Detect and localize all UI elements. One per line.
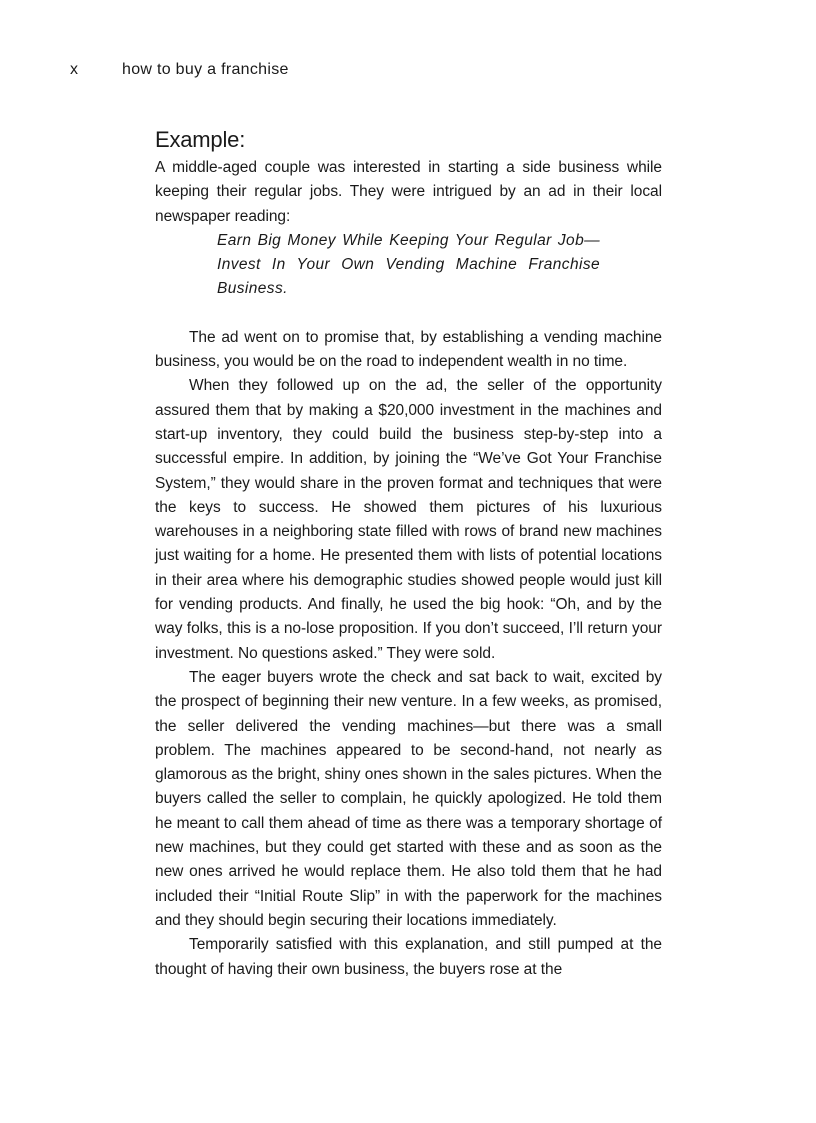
intro-paragraph: A middle-aged couple was interested in starting a side business while keeping their regular jobs. They were intrigued by an ad in their local newspaper reading: bbox=[155, 159, 662, 225]
page-body bbox=[155, 126, 662, 982]
running-title: how to buy a franchise bbox=[122, 61, 289, 78]
section-heading: Example: bbox=[155, 127, 246, 152]
body-paragraph: The eager buyers wrote the check and sat back to wait, excited by the prospect of beginning their new venture. In a few weeks, as promised, the seller delivered the vending machines—but there was a small problem. The machines appeared to be second-hand, not nearly as glamorous as the bright, shiny ones shown in the sales pictures. When the buyers called the seller to complain, he quickly apologized. He told them he meant to call them ahead of time as there was a temporary shortage of new machines, but they could get started with these and as soon as the new ones arrived he would replace them. He also told them that he had included their “Initial Route Slip” in with the paperwork for the machines and they should begin securing their locations immediately. bbox=[155, 668, 662, 929]
body-paragraph: The ad went on to promise that, by establishing a vending machine business, you would be on the road to independent wealth in no time. bbox=[155, 328, 662, 371]
page-number: x bbox=[70, 61, 79, 78]
running-header bbox=[70, 61, 289, 79]
body-paragraph: When they followed up on the ad, the seller of the opportunity assured them that by making a $20,000 investment in the machines and start-up inventory, they could build the business step-by-step into a successful empire. In addition, by joining the “We’ve Got Your Franchise System,” they would share in the proven format and techniques that were the keys to success. He showed them pictures of his luxurious warehouses in a neighboring state filled with rows of brand new machines just waiting for a home. He presented them with lists of potential locations in their area where his demographic studies showed people would just kill for vending products. And finally, he used the big hook: “Oh, and by the way folks, this is a no-lose proposition. If you don’t succeed, I’ll return your investment. No questions asked.” They were sold. bbox=[155, 377, 662, 662]
ad-quote: Earn Big Money While Keeping Your Regular Job—Invest In Your Own Vending Machine Franchise Business. bbox=[217, 231, 600, 298]
body-paragraph: Temporarily satisfied with this explanation, and still pumped at the thought of having their own business, the buyers rose at the bbox=[155, 936, 662, 978]
paragraph-gap bbox=[155, 302, 662, 326]
